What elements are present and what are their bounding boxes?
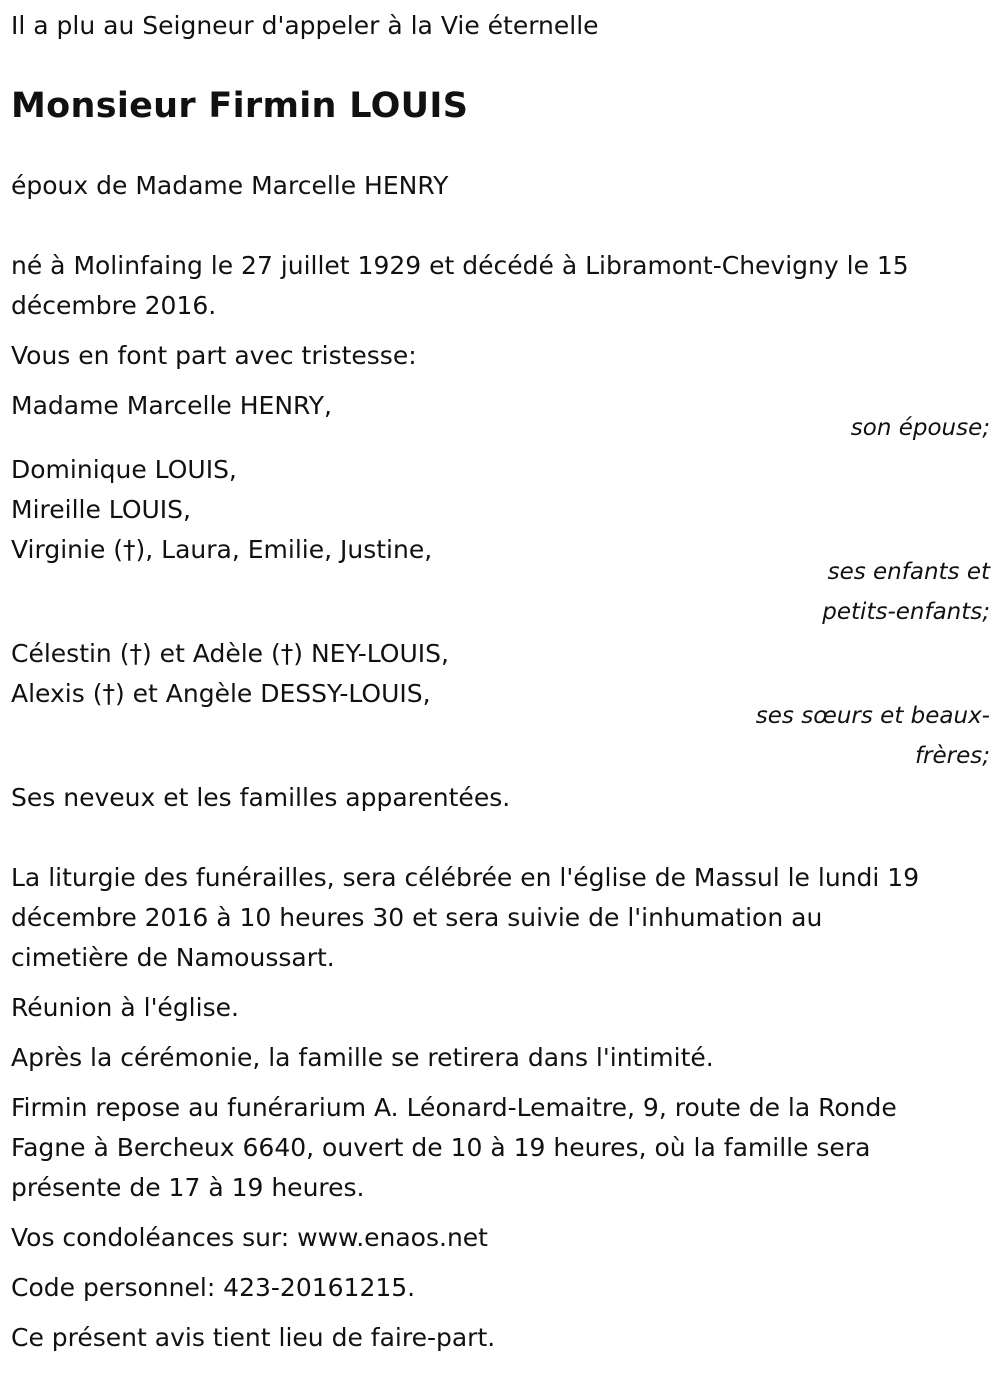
- other-family: Ses neveux et les familles apparentées.: [11, 783, 511, 812]
- family-member: Virginie (†), Laura, Emilie, Justine,: [11, 535, 433, 564]
- family-member: Mireille LOUIS,: [11, 495, 191, 524]
- meeting-info: Réunion à l'église.: [11, 993, 239, 1022]
- funeral-home-line: présente de 17 à 19 heures.: [11, 1173, 365, 1202]
- relation-label: ses sœurs et beaux-: [755, 703, 990, 729]
- liturgy-line: décembre 2016 à 10 heures 30 et sera suivie de l'inhumation au: [11, 903, 823, 932]
- relation-label: frères;: [914, 743, 990, 769]
- share-intro: Vous en font part avec tristesse:: [11, 341, 417, 370]
- funeral-home-line: Fagne à Bercheux 6640, ouvert de 10 à 19 heures, où la famille sera: [11, 1133, 871, 1162]
- intro-text: Il a plu au Seigneur d'appeler à la Vie éternelle: [11, 11, 599, 40]
- family-member: Alexis (†) et Angèle DESSY-LOUIS,: [11, 679, 431, 708]
- birth-death-dates: [11, 246, 990, 326]
- relation-label: petits-enfants;: [822, 599, 990, 625]
- funeral-home-line: Firmin repose au funérarium A. Léonard-Lemaitre, 9, route de la Ronde: [11, 1093, 897, 1122]
- family-children: [11, 450, 990, 632]
- closing-note: Ce présent avis tient lieu de faire-part.: [11, 1323, 496, 1352]
- birth-death-line: décembre 2016.: [11, 291, 217, 320]
- condolences-link-text: Vos condoléances sur: www.enaos.net: [11, 1223, 488, 1252]
- family-member: Célestin (†) et Adèle (†) NEY-LOUIS,: [11, 639, 449, 668]
- relation-label: ses enfants et: [827, 559, 990, 585]
- after-ceremony: Après la cérémonie, la famille se retirera dans l'intimité.: [11, 1043, 714, 1072]
- family-spouse: [11, 386, 990, 448]
- family-member: Dominique LOUIS,: [11, 455, 237, 484]
- birth-death-line: né à Molinfaing le 27 juillet 1929 et décédé à Libramont-Chevigny le 15: [11, 251, 909, 280]
- relation-label: son épouse;: [850, 415, 990, 441]
- family-siblings: [11, 634, 990, 776]
- family-member: Madame Marcelle HENRY,: [11, 391, 333, 420]
- liturgy-line: La liturgie des funérailles, sera célébrée en l'église de Massul le lundi 19: [11, 863, 920, 892]
- funeral-home-paragraph: [11, 1088, 990, 1208]
- personal-code: Code personnel: 423-20161215.: [11, 1273, 416, 1302]
- spouse-line: époux de Madame Marcelle HENRY: [11, 171, 449, 200]
- liturgy-paragraph: [11, 858, 990, 978]
- deceased-name: Monsieur Firmin LOUIS: [11, 86, 469, 126]
- liturgy-line: cimetière de Namoussart.: [11, 943, 335, 972]
